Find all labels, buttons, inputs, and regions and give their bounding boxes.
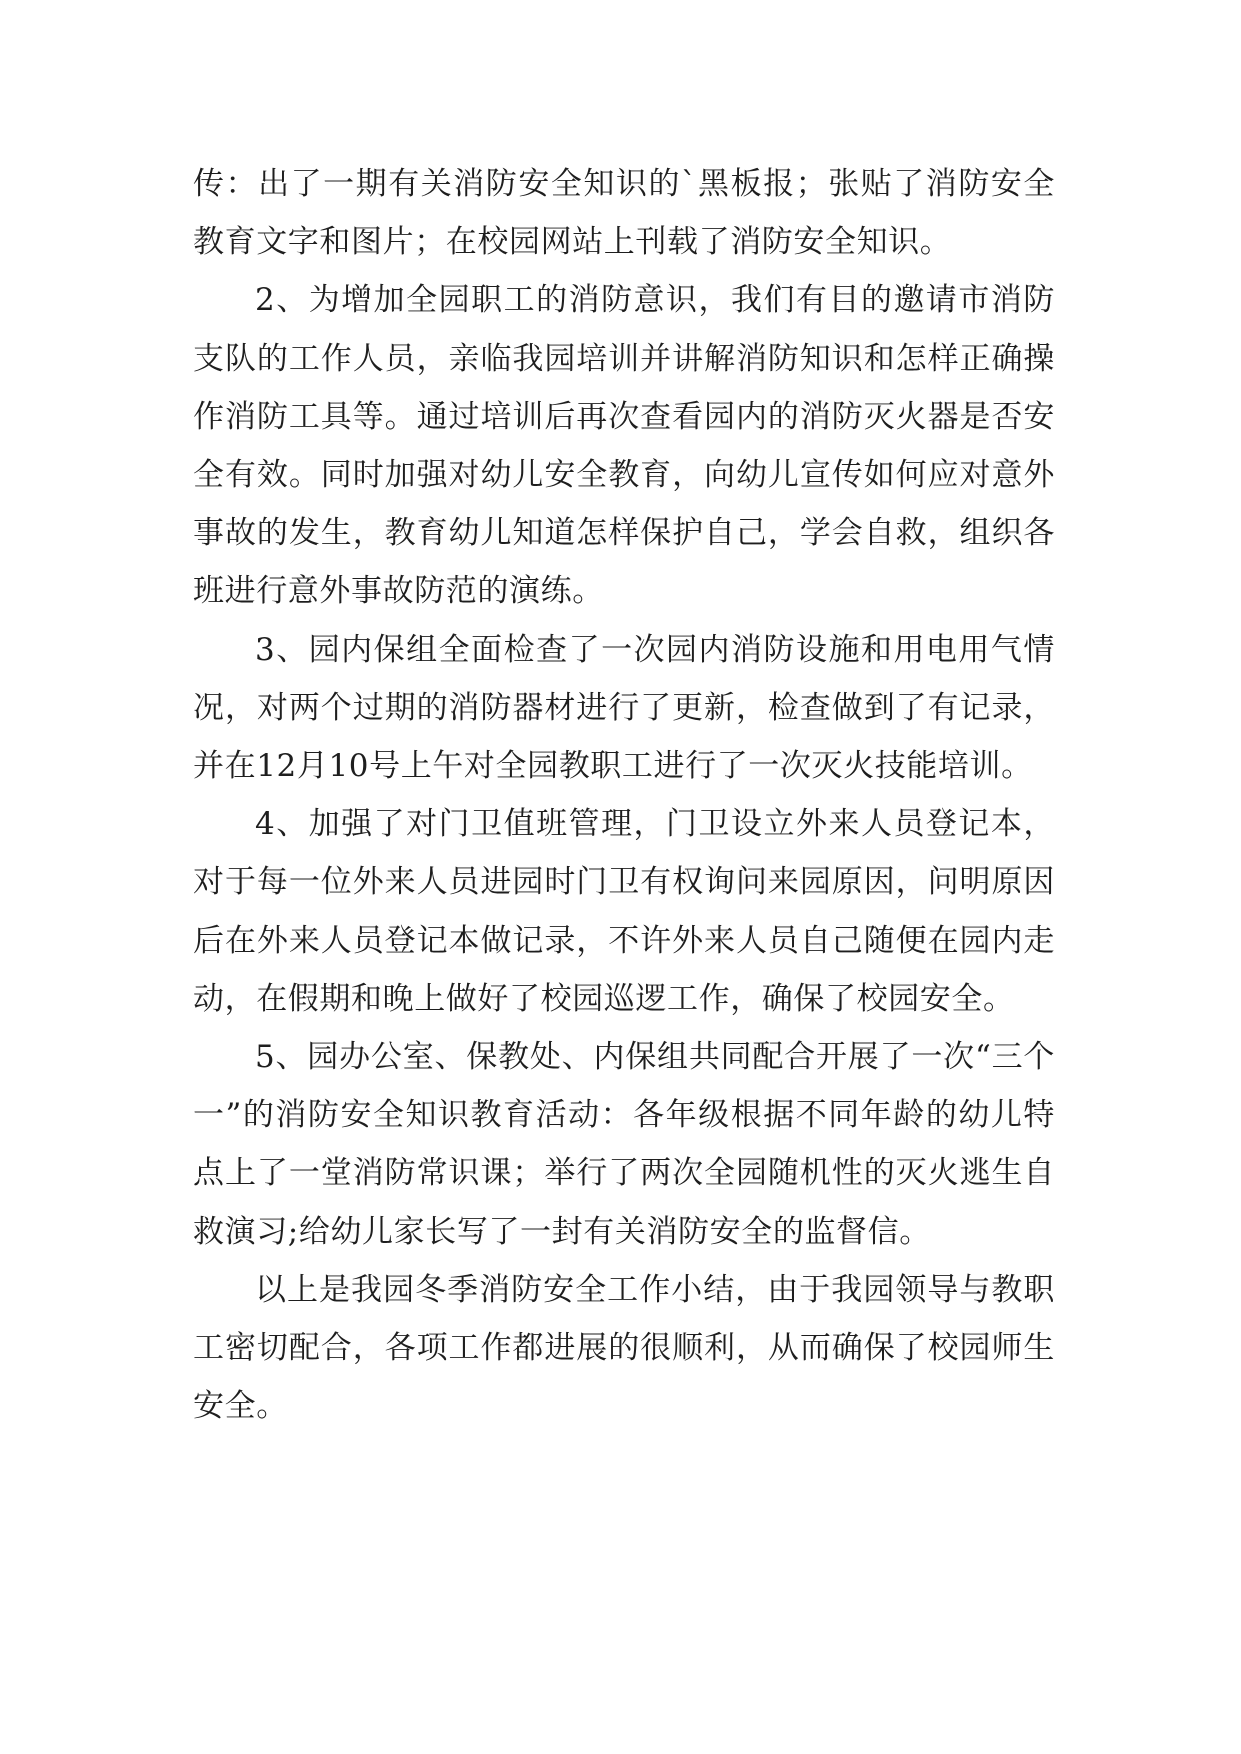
paragraph-summary: 以上是我园冬季消防安全工作小结，由于我园领导与教职工密切配合，各项工作都进展的很顺利，从而确保了校园师生安全。 [193, 1271, 1055, 1425]
paragraph-continuation: 传：出了一期有关消防安全知识的`黑板报；张贴了消防安全教育文字和图片；在校园网站上刊载了消防安全知识。 [193, 166, 1055, 261]
document-body [193, 155, 1055, 1435]
paragraph-item-5: 5、园办公室、保教处、内保组共同配合开展了一次“三个一”的消防安全知识教育活动：各年级根据不同年龄的幼儿特点上了一堂消防常识课；举行了两次全园随机性的灭火逃生自救演习;给幼儿家长写了一封有关消防安全的监督信。 [193, 1039, 1055, 1250]
paragraph-item-4: 4、加强了对门卫值班管理，门卫设立外来人员登记本，对于每一位外来人员进园时门卫有权询问来园原因，问明原因后在外来人员登记本做记录，不许外来人员自己随便在园内走动，在假期和晚上做好了校园巡逻工作，确保了校园安全。 [193, 806, 1055, 1017]
paragraph-item-2: 2、为增加全园职工的消防意识，我们有目的邀请市消防支队的工作人员，亲临我园培训并讲解消防知识和怎样正确操作消防工具等。通过培训后再次查看园内的消防灭火器是否安全有效。同时加强对幼儿安全教育，向幼儿宣传如何应对意外事故的发生，教育幼儿知道怎样保护自己，学会自救，组织各班进行意外事故防范的演练。 [193, 282, 1055, 610]
paragraph-item-3: 3、园内保组全面检查了一次园内消防设施和用电用气情况，对两个过期的消防器材进行了更新，检查做到了有记录，并在12月10号上午对全园教职工进行了一次灭火技能培训。 [193, 631, 1055, 785]
